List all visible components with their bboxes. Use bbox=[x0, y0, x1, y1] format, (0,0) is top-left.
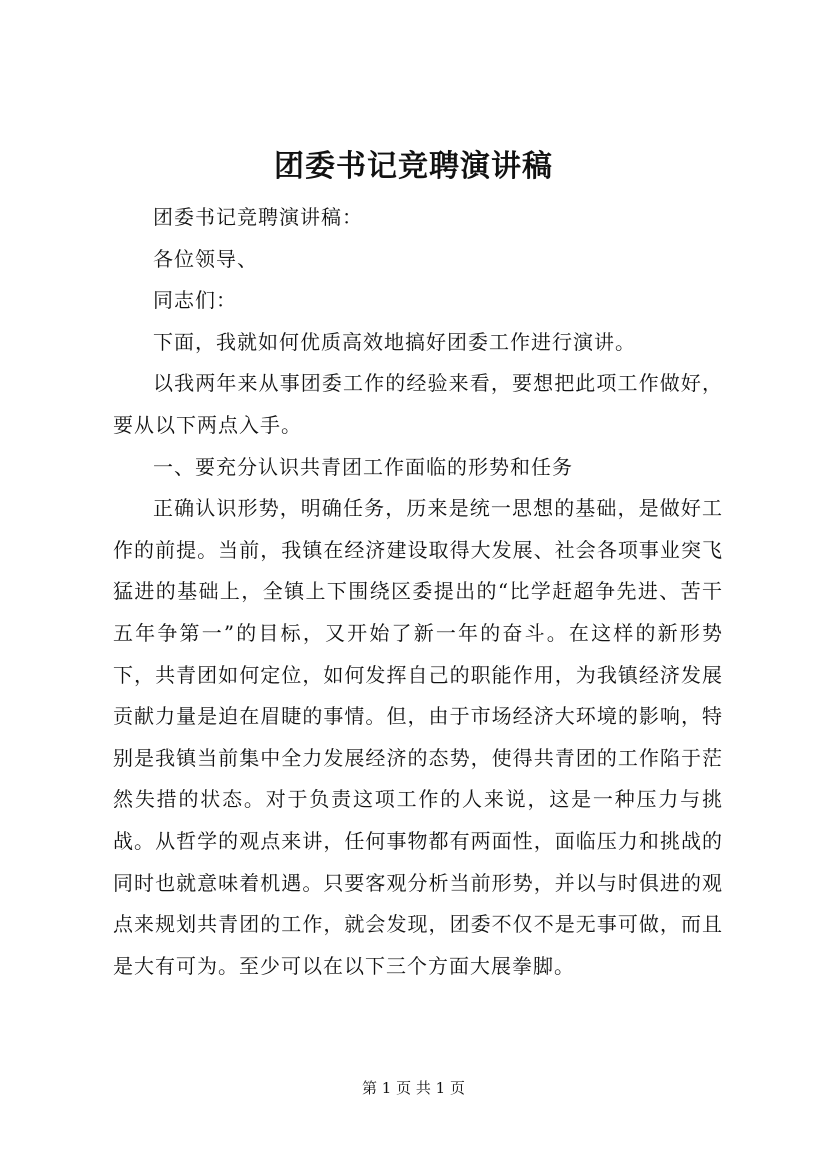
document-title: 团委书记竞聘演讲稿 bbox=[274, 149, 553, 184]
paragraph-section-heading: 一、要充分认识共青团工作面临的形势和任务 bbox=[153, 454, 573, 479]
page-number-footer: 第 1 页 共 1 页 bbox=[362, 1079, 465, 1097]
paragraph-salutation-comrades: 同志们： bbox=[153, 288, 237, 313]
paragraph-salutation-leaders: 各位领导、 bbox=[153, 246, 258, 271]
paragraph-intro: 下面，我就如何优质高效地搞好团委工作进行演讲。 bbox=[153, 329, 636, 354]
paragraph-main-body: 正确认识形势，明确任务，历来是统一思想的基础，是做好工作的前提。当前，我镇在经济建设取得大发展、社会各项事业突飞猛进的基础上，全镇上下围绕区委提出的“比学赶超争先进、苦干五年争第一”的目标，又开始了新一年的奋斗。在这样的新形势下，共青团如何定位，如何发挥自己的职能作用，为我镇经济发展贡献力量是迫在眉睫的事情。但，由于市场经济大环境的影响，特别是我镇当前集中全力发展经济的态势，使得共青团的工作陷于茫然失措的状态。对于负责这项工作的人来说，这是一种压力与挑战。从哲学的观点来讲，任何事物都有两面性，面临压力和挑战的同时也就意味着机遇。只要客观分析当前形势，并以与时俱进的观点来规划共青团的工作，就会发现，团委不仅不是无事可做，而且是大有可为。至少可以在以下三个方面大展拳脚。 bbox=[113, 496, 723, 978]
document-body bbox=[113, 197, 723, 987]
paragraph-experience: 以我两年来从事团委工作的经验来看，要想把此项工作做好，要从以下两点入手。 bbox=[113, 371, 723, 437]
paragraph-heading-line: 团委书记竞聘演讲稿： bbox=[153, 205, 363, 229]
